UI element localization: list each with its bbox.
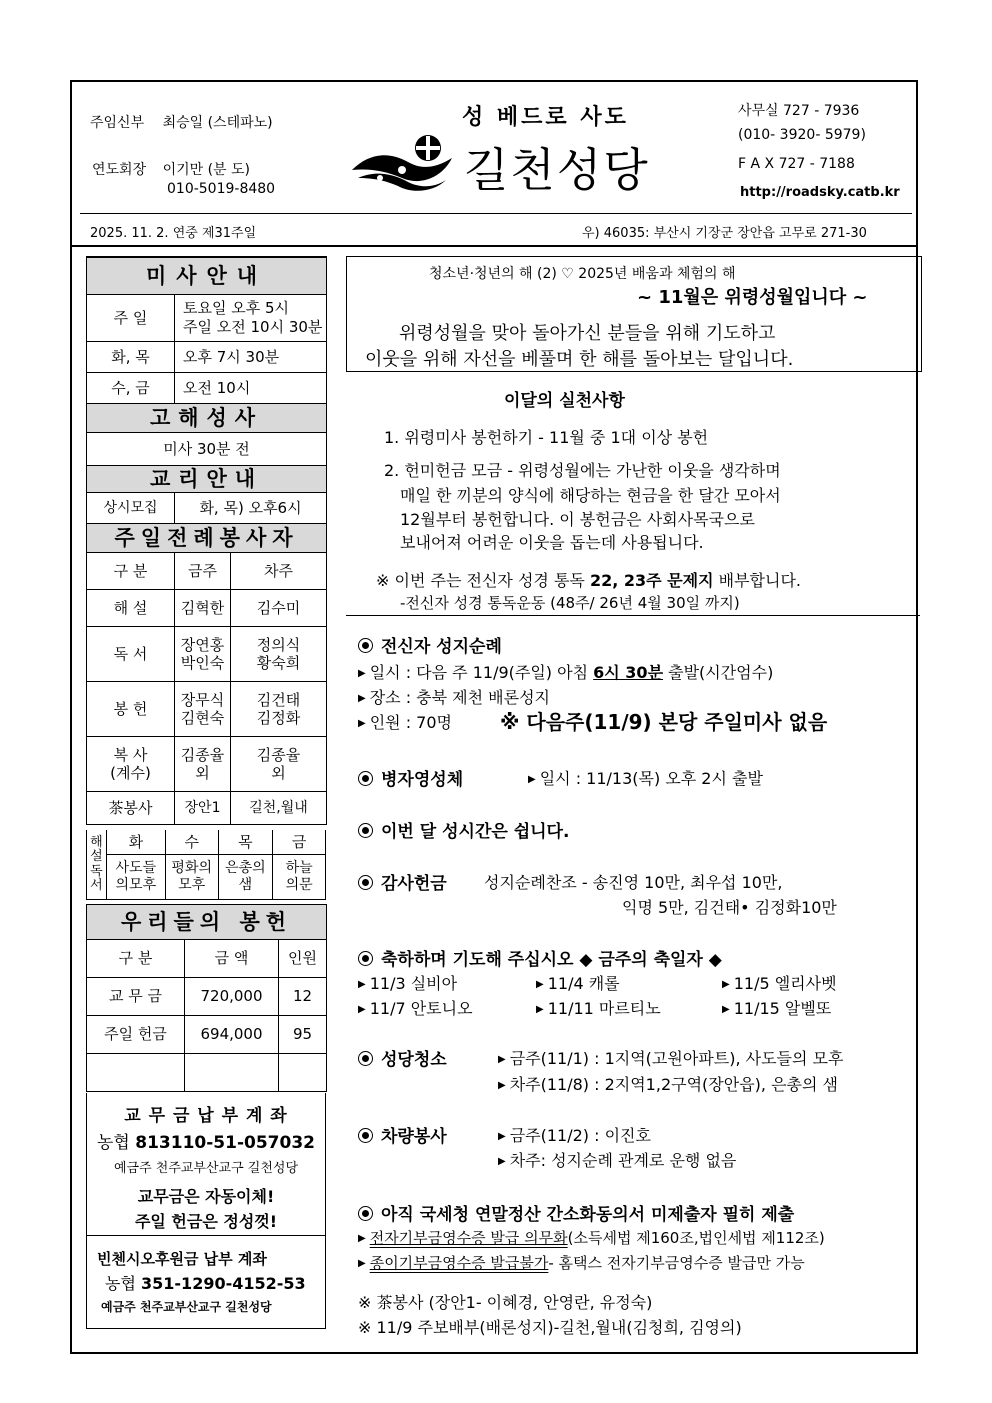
date-divider [72, 245, 918, 247]
council-name: 이기만 (분 도) [162, 162, 251, 178]
radio-bullet-icon [358, 875, 373, 890]
radio-bullet-icon [358, 638, 373, 653]
vincent-account-number [97, 1271, 325, 1294]
tax-text: 전자기부금영수증 발급 의무화 [369, 1229, 568, 1247]
month-theme: ~ 11월은 위령성월입니다 ~ [637, 287, 868, 308]
catechism-time: 화, 목) 오후6시 [175, 493, 327, 524]
weekday-readers-table [86, 830, 326, 900]
mass-time: 오후 7시 30분 [175, 342, 327, 373]
place-text: 장소 : 충북 제천 배론성지 [369, 688, 550, 707]
feast-item [358, 996, 473, 1019]
account-holder: 예금주 천주교부산교구 길천성당 [101, 1300, 272, 1314]
header-divider [80, 213, 912, 214]
fax-number: F A X 727 - 7188 [738, 156, 855, 172]
cleaning-text: 금주(11/1) : 1지역(고원아파트), 사도들의 모후 [509, 1049, 844, 1068]
server-this [175, 682, 231, 737]
triangle-bullet-icon: ▶ [358, 693, 366, 704]
group-line: 하늘 [285, 859, 313, 876]
catechism-label: 상시모집 [87, 493, 175, 524]
weekday-group [106, 855, 165, 900]
mobile-phone: (010- 3920- 5979) [738, 127, 866, 143]
mass-day-wed-fri: 수, 금 [87, 373, 175, 404]
offering-type: 주일 헌금 [87, 1016, 185, 1054]
triangle-bullet-icon: ▶ [722, 979, 730, 990]
offering-amount: 694,000 [185, 1016, 279, 1054]
cleaning-title: 성당청소 [381, 1050, 447, 1070]
no-mass-notice: ※ 다음주(11/9) 본당 주일미사 없음 [500, 710, 828, 734]
practice-item-2-line: 12월부터 봉헌합니다. 이 봉헌금은 사회사목국으로 [400, 510, 755, 529]
server-this [175, 737, 231, 792]
driving-heading [358, 1122, 447, 1147]
triangle-bullet-icon: ▶ [498, 1054, 506, 1065]
label-char: 서 [90, 877, 103, 893]
sick-communion-heading [358, 765, 463, 790]
confession-title: 고해성사 [87, 404, 327, 433]
server-this: 장안1 [175, 792, 231, 825]
mass-day-tue-thu: 화, 목 [87, 342, 175, 373]
tax-text: (소득세법 제160조,법인세법 제112조) [567, 1229, 825, 1247]
practice-item-2-line: 보내어져 어려운 이웃을 돕는데 사용됩니다. [400, 533, 704, 552]
patron-saint: 성 베드로 사도 [462, 105, 629, 130]
group-line: 사도들 [115, 859, 157, 876]
server-next: 김수미 [231, 590, 327, 627]
group-line: 샘 [238, 877, 253, 893]
radio-bullet-icon [358, 1051, 373, 1066]
weekday-tue: 화 [106, 830, 165, 855]
info-table [86, 256, 327, 825]
driving-text: 금주(11/2) : 이진호 [509, 1126, 651, 1145]
practice-item-2: 2. 헌미헌금 모금 - 위령성월에는 가난한 이웃을 생각하며 [384, 461, 781, 480]
note-tea-service: ※ 茶봉사 (장안1- 이혜경, 안영란, 유정숙) [358, 1293, 653, 1312]
thanks-line-2: 익명 5만, 김건태• 김정화10만 [622, 898, 837, 917]
driving-this [498, 1123, 651, 1146]
offering-amount: 720,000 [185, 978, 279, 1016]
note-text: 배부합니다. [713, 571, 801, 590]
triangle-bullet-icon: ▶ [358, 668, 366, 679]
triangle-bullet-icon: ▶ [498, 1080, 506, 1091]
tax-line-1-underlined [358, 1229, 568, 1247]
liturgical-date: 2025. 11. 2. 연중 제31주일 [90, 226, 257, 241]
office-phone: 사무실 727 - 7936 [738, 103, 860, 119]
feast-item [722, 996, 831, 1019]
triangle-bullet-icon: ▶ [536, 979, 544, 990]
account-number: 813110-51-057032 [135, 1133, 315, 1153]
feast-heading [358, 945, 722, 970]
server-this [175, 627, 231, 682]
server-name: 김현숙 [180, 709, 225, 728]
feast-title: 축하하며 기도해 주십시오 ◆ 금주의 축일자 ◆ [381, 950, 722, 970]
feast-item [358, 971, 457, 994]
offering-count: 12 [279, 978, 327, 1016]
radio-bullet-icon [358, 1128, 373, 1143]
server-name: 김종율 [180, 745, 225, 764]
server-name: 정의식 [256, 635, 301, 654]
driving-next [498, 1148, 736, 1171]
offering-title: 우리들의 봉헌 [87, 905, 327, 940]
priest-name: 최승일 (스테파노) [162, 115, 273, 131]
detail-text: 일시 : 11/13(목) 오후 2시 출발 [539, 769, 763, 788]
theme-banner [346, 256, 922, 372]
server-next: 길천,월내 [231, 792, 327, 825]
server-this: 김혁한 [175, 590, 231, 627]
bible-reading-campaign: -전신자 성경 통독운동 (48주/ 26년 4월 30일 까지) [400, 594, 740, 612]
servers-header-this: 금주 [175, 553, 231, 590]
holy-hour-title: 이번 달 성시간은 쉽니다. [381, 822, 570, 842]
feast-item [722, 971, 837, 994]
pilgrimage-people [358, 710, 452, 733]
server-name: 외 [271, 764, 286, 783]
offering-header-type: 구 분 [87, 940, 185, 978]
offering-table [86, 904, 327, 1092]
sick-communion-detail [528, 766, 763, 789]
feast-text: 11/4 캐롤 [547, 974, 620, 993]
pilgrimage-place [358, 685, 550, 708]
triangle-bullet-icon: ▶ [498, 1131, 506, 1142]
group-line: 평화의 [171, 859, 212, 876]
bank-name: 농협 [97, 1133, 130, 1153]
thanks-title: 감사헌금 [381, 874, 447, 894]
mass-time: 토요일 오후 5시 [183, 299, 290, 318]
cleaning-text: 차주(11/8) : 2지역1,2구역(장안읍), 은총의 샘 [509, 1075, 838, 1094]
weekday-wed: 수 [165, 830, 218, 855]
section-divider [346, 615, 920, 616]
banner-message-2: 이웃을 위해 자선을 베풀며 한 해를 돌아보는 달입니다. [365, 349, 794, 370]
servers-header-role: 구 분 [87, 553, 175, 590]
dues-account-title: 교 무 금 납 부 계 좌 [124, 1106, 288, 1126]
note-bulletin-distribution: ※ 11/9 주보배부(배론성지)-길천,월내(김청희, 김영의) [358, 1318, 742, 1337]
cleaning-next [498, 1072, 838, 1095]
holy-hour-heading [358, 817, 569, 842]
sick-communion-title: 병자영성체 [381, 770, 464, 790]
radio-bullet-icon [358, 771, 373, 786]
website-link[interactable]: http://roadsky.catb.kr [740, 185, 900, 200]
catechism-title: 교리안내 [87, 466, 327, 493]
council-info [92, 159, 250, 179]
tax-heading [358, 1200, 794, 1225]
group-line: 모후 [178, 877, 206, 893]
mass-times-sunday [175, 295, 327, 342]
server-name: 박인숙 [180, 654, 225, 673]
account-holder: 예금주 천주교부산교구 길천성당 [113, 1161, 299, 1176]
date-text: 출발(시간엄수) [663, 663, 774, 682]
note-bold: 22, 23주 문제지 [589, 571, 714, 590]
feast-item [536, 971, 620, 994]
tax-text: 종이기부금영수증 발급불가 [369, 1254, 549, 1272]
server-role [87, 737, 175, 792]
server-role: 봉 헌 [87, 682, 175, 737]
year-theme: 청소년·청년의 해 (2) ♡ 2025년 배움과 체험의 해 [429, 266, 736, 282]
cleaning-heading [358, 1045, 447, 1070]
bulletin-page [70, 80, 918, 1354]
driving-title: 차량봉사 [381, 1127, 447, 1147]
triangle-bullet-icon: ▶ [722, 1004, 730, 1015]
weekday-thu: 목 [218, 830, 273, 855]
vincent-account-box [86, 1236, 326, 1329]
triangle-bullet-icon: ▶ [528, 774, 536, 785]
offering-header-amount: 금 액 [185, 940, 279, 978]
council-label: 연도회장 [92, 162, 147, 178]
practice-item-2-line: 매일 한 끼분의 양식에 해당하는 현금을 한 달간 모아서 [400, 486, 781, 505]
tax-line-2 [358, 1252, 805, 1273]
practice-title: 이달의 실천사항 [504, 391, 625, 411]
cleaning-this [498, 1046, 843, 1069]
tax-line-2-underlined [358, 1254, 548, 1272]
feast-text: 11/11 마르티노 [547, 999, 661, 1018]
dues-account-number [87, 1128, 325, 1153]
dues-account-box [86, 1093, 326, 1236]
triangle-bullet-icon: ▶ [358, 1233, 366, 1244]
offering-count: 95 [279, 1016, 327, 1054]
priest-info [90, 112, 273, 132]
banner-message-1: 위령성월을 맞아 돌아가신 분들을 위해 기도하고 [399, 323, 776, 344]
label-char: 해 [90, 834, 103, 850]
thanks-line-1: 성지순례찬조 - 송진영 10만, 최우섭 10만, [484, 873, 783, 892]
label-char: 설 [90, 849, 103, 865]
feast-text: 11/7 안토니오 [369, 999, 473, 1018]
triangle-bullet-icon: ▶ [536, 1004, 544, 1015]
feast-text: 11/3 실비아 [369, 974, 458, 993]
dues-note: 교무금은 자동이체! [137, 1187, 275, 1206]
confession-time: 미사 30분 전 [87, 433, 327, 466]
server-role: 해 설 [87, 590, 175, 627]
offering-type [87, 1054, 185, 1092]
weekday-group [165, 855, 218, 900]
mass-time: 주일 오전 10시 30분 [183, 318, 323, 336]
mass-day-sunday: 주 일 [87, 295, 175, 342]
role-line: (계수) [110, 764, 151, 783]
bank-name: 농협 [105, 1274, 136, 1293]
church-address: 우) 46035: 부산시 기장군 장안읍 고무로 271-30 [582, 226, 867, 241]
council-phone: 010-5019-8480 [167, 181, 276, 197]
pilgrimage-heading [358, 632, 502, 657]
triangle-bullet-icon: ▶ [358, 979, 366, 990]
feast-text: 11/15 알벨또 [733, 999, 832, 1018]
server-name: 김정화 [256, 709, 301, 728]
servers-header-next: 차주 [231, 553, 327, 590]
practice-item-1: 1. 위령미사 봉헌하기 - 11월 중 1대 이상 봉헌 [384, 428, 709, 447]
triangle-bullet-icon: ▶ [498, 1156, 506, 1167]
tax-text: - 홈택스 전자기부금영수증 발급만 가능 [548, 1254, 805, 1272]
server-name: 장무식 [180, 690, 225, 709]
church-name: 길천성당 [464, 143, 650, 197]
offering-count [279, 1054, 327, 1092]
server-name: 외 [195, 764, 210, 783]
group-line: 의모후 [115, 877, 157, 893]
weekday-fri: 금 [273, 830, 326, 855]
bible-reading-note [376, 568, 801, 591]
offering-note: 주일 헌금은 정성껏! [134, 1212, 278, 1231]
church-logo-icon [350, 134, 460, 192]
weekday-group [273, 855, 326, 900]
departure-time: 6시 30분 [593, 663, 664, 682]
radio-bullet-icon [358, 951, 373, 966]
mass-title: 미사안내 [87, 257, 327, 295]
servers-title: 주일전례봉사자 [87, 524, 327, 553]
account-number: 351-1290-4152-53 [141, 1274, 306, 1293]
feast-text: 11/5 엘리사벳 [733, 974, 837, 993]
driving-text: 차주: 성지순례 관계로 운행 없음 [509, 1151, 737, 1170]
offering-type: 교 무 금 [87, 978, 185, 1016]
server-role: 독 서 [87, 627, 175, 682]
radio-bullet-icon [358, 1206, 373, 1221]
radio-bullet-icon [358, 823, 373, 838]
pilgrimage-date [358, 660, 773, 683]
group-line: 의문 [285, 877, 313, 893]
priest-label: 주임신부 [90, 115, 145, 131]
server-name: 김건태 [256, 690, 301, 709]
tax-title: 아직 국세청 연말정산 간소화동의서 미제출자 필히 제출 [381, 1205, 795, 1225]
server-role: 茶봉사 [87, 792, 175, 825]
vincent-account-title: 빈첸시오후원금 납부 계좌 [97, 1250, 267, 1268]
thanks-heading [358, 869, 447, 894]
date-text: 일시 : 다음 주 11/9(주일) 아침 [369, 663, 594, 682]
triangle-bullet-icon: ▶ [358, 718, 366, 729]
offering-amount [185, 1054, 279, 1092]
label-char: 독 [90, 863, 103, 879]
triangle-bullet-icon: ▶ [358, 1004, 366, 1015]
triangle-bullet-icon: ▶ [358, 1258, 366, 1269]
tax-line-1 [358, 1227, 825, 1248]
server-next [231, 682, 327, 737]
server-next [231, 627, 327, 682]
server-name: 김종율 [256, 745, 301, 764]
mass-time: 오전 10시 [175, 373, 327, 404]
weekday-readers-label [87, 830, 107, 900]
server-name: 황숙희 [256, 654, 301, 673]
server-name: 장연홍 [180, 635, 225, 654]
server-next [231, 737, 327, 792]
offering-header-count: 인원 [279, 940, 327, 978]
group-line: 은총의 [225, 859, 266, 876]
weekday-group [218, 855, 273, 900]
note-text: ※ 이번 주는 전신자 성경 통독 [376, 571, 590, 590]
people-text: 인원 : 70명 [369, 713, 452, 732]
pilgrimage-title: 전신자 성지순례 [381, 637, 502, 657]
feast-item [536, 996, 661, 1019]
role-line: 복 사 [113, 745, 148, 764]
